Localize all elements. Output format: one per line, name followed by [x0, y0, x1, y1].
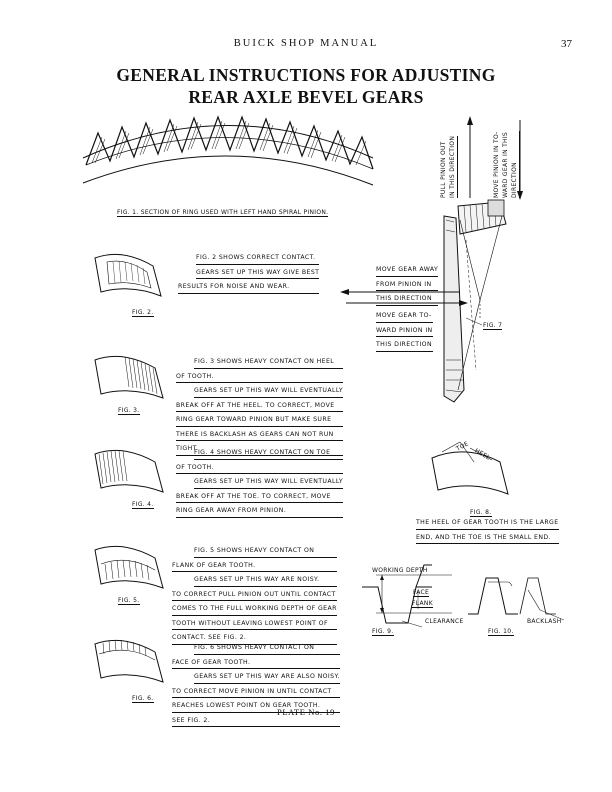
fig4-label: FIG. 4. [132, 501, 154, 508]
fig2-line-2: GEARS SET UP THIS WAY GIVE BEST [196, 267, 319, 280]
fig8-heel-label: HEEL [473, 447, 492, 462]
fig7-toward-line-2: WARD PINION IN [376, 325, 433, 338]
fig7-label: FIG. 7 [483, 322, 503, 329]
fig5-line-1: FIG. 5 SHOWS HEAVY CONTACT ON [194, 545, 337, 558]
fig6-line-4: TO CORRECT MOVE PINION IN UNTIL CONTACT [172, 686, 340, 699]
fig8-text [416, 517, 559, 546]
fig9-flank-label: FLANK [412, 600, 433, 607]
fig4-line-2: OF TOOTH. [176, 462, 343, 475]
fig2-text [178, 252, 319, 296]
fig4-line-5: RING GEAR AWAY FROM PINION. [176, 505, 343, 518]
fig7-move-in-line-1: MOVE PINION IN TO- [493, 131, 500, 198]
fig9-face-label: FACE [413, 589, 430, 596]
fig2-line-3: RESULTS FOR NOISE AND WEAR. [178, 281, 319, 294]
fig7-move-in-line-3: DIRECTION [510, 131, 520, 198]
fig5-label: FIG. 5. [118, 597, 140, 604]
fig2-line-1: FIG. 2 SHOWS CORRECT CONTACT. [196, 252, 319, 265]
fig3-line-1: FIG. 3 SHOWS HEAVY CONTACT ON HEEL [194, 356, 343, 369]
fig3-label: FIG. 3. [118, 407, 140, 414]
fig9-label: FIG. 9. [372, 628, 394, 635]
fig4-text [176, 447, 343, 520]
fig2-tooth-drawing [93, 248, 163, 298]
fig4-line-4: BREAK OFF AT THE TOE. TO CORRECT, MOVE [176, 491, 343, 504]
fig3-line-2: OF TOOTH. [176, 371, 343, 384]
fig5-line-7: CONTACT. SEE FIG. 2. [172, 632, 337, 645]
fig6-line-6: SEE FIG. 2. [172, 715, 340, 728]
plate-number: PLATE No. 19 [277, 707, 335, 717]
fig10-label: FIG. 10. [488, 628, 514, 635]
fig7-toward-line-1: MOVE GEAR TO- [376, 310, 433, 323]
fig3-tooth-drawing [93, 350, 165, 400]
fig3-line-4: BREAK OFF AT THE HEEL. TO CORRECT, MOVE [176, 400, 343, 413]
fig3-line-3: GEARS SET UP THIS WAY WILL EVENTUALLY [194, 385, 343, 398]
fig6-tooth-drawing [93, 634, 165, 684]
fig9-working-depth-label: WORKING DEPTH [372, 567, 428, 574]
fig7-away-text [376, 264, 438, 308]
fig3-line-7: TIGHT. [176, 443, 343, 456]
fig1-caption: FIG. 1. SECTION OF RING USED WITH LEFT HAND SPIRAL PINION. [117, 209, 329, 216]
fig5-line-5: COMES TO THE FULL WORKING DEPTH OF GEAR [172, 603, 337, 616]
page-title-line-2: REAR AXLE BEVEL GEARS [188, 87, 424, 107]
fig6-line-3: GEARS SET UP THIS WAY ARE ALSO NOISY. [194, 671, 340, 684]
fig7-pull-line-2: IN THIS DIRECTION [449, 135, 456, 198]
fig8-line-1: THE HEEL OF GEAR TOOTH IS THE LARGE [416, 517, 559, 530]
fig2-label: FIG. 2. [132, 309, 154, 316]
fig7-move-in-line-2: WARD GEAR IN THIS [502, 131, 509, 198]
fig5-line-2: FLANK OF GEAR TOOTH. [172, 560, 337, 573]
fig8-toe-label: TOE [455, 440, 470, 453]
fig10-backlash-label: BACKLASH [527, 618, 562, 625]
page-title [0, 64, 612, 108]
fig7-away-line-2: FROM PINION IN [376, 279, 438, 292]
fig7-away-line-1: MOVE GEAR AWAY [376, 264, 438, 277]
fig5-tooth-drawing [93, 540, 165, 590]
fig3-line-5: RING GEAR TOWARD PINION BUT MAKE SURE [176, 414, 343, 427]
fig1-ring-gear-section [78, 103, 378, 193]
fig4-tooth-drawing [93, 444, 165, 494]
running-title: BUICK SHOP MANUAL [233, 38, 379, 49]
fig5-line-3: GEARS SET UP THIS WAY ARE NOISY. [194, 574, 337, 587]
fig4-line-3: GEARS SET UP THIS WAY WILL EVENTUALLY [194, 476, 343, 489]
page-title-line-1: GENERAL INSTRUCTIONS FOR ADJUSTING [116, 65, 496, 85]
page-header [0, 38, 612, 54]
fig8-tooth-drawing [430, 440, 510, 500]
fig7-pull-text [439, 128, 456, 198]
fig5-text [172, 545, 337, 647]
fig7-pull-line-1: PULL PINION OUT [440, 141, 447, 198]
page-number: 37 [561, 38, 572, 50]
fig7-away-line-3: THIS DIRECTION [376, 293, 438, 306]
fig6-label: FIG. 6. [132, 695, 154, 702]
fig5-line-6: TOOTH WITHOUT LEAVING LOWEST POINT OF [172, 618, 337, 631]
fig8-label: FIG. 8. [470, 509, 492, 516]
fig6-line-2: FACE OF GEAR TOOTH. [172, 657, 340, 670]
fig3-line-6: THERE IS BACKLASH AS GEARS CAN NOT RUN [176, 429, 343, 442]
fig9-clearance-label: CLEARANCE [425, 618, 464, 625]
fig5-line-4: TO CORRECT PULL PINION OUT UNTIL CONTACT [172, 589, 337, 602]
fig7-toward-text [376, 310, 433, 354]
fig3-text [176, 356, 343, 458]
fig6-line-5: REACHES LOWEST POINT ON GEAR TOOTH. [172, 700, 340, 713]
fig7-toward-line-3: THIS DIRECTION [376, 339, 433, 352]
fig4-line-1: FIG. 4 SHOWS HEAVY CONTACT ON TOE [194, 447, 343, 460]
fig8-line-2: END, AND THE TOE IS THE SMALL END. [416, 532, 559, 545]
fig6-line-1: FIG. 6 SHOWS HEAVY CONTACT ON [194, 642, 340, 655]
fig7-move-in-text [492, 128, 518, 198]
